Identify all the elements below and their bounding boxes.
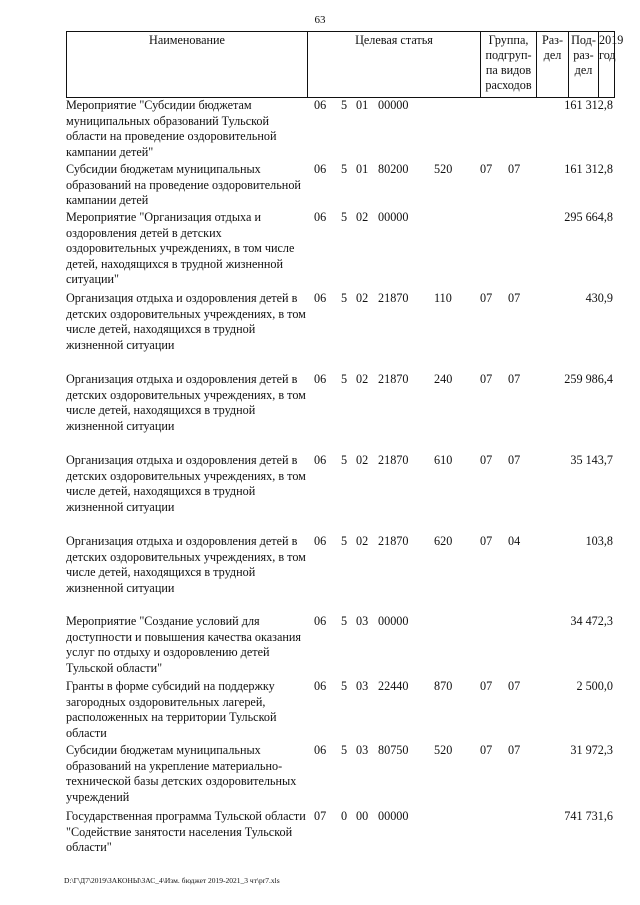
code-program: 07 (314, 809, 327, 823)
cell-name: Организация отдыха и оздоровления детей в детских оздоровительных учреждениях, в том числе детей, находящихся в трудной жизненной ситуации (66, 534, 306, 595)
code-subprogram: 5 (341, 743, 348, 757)
header-name: Наименование (67, 32, 308, 97)
code-program: 06 (314, 453, 327, 467)
code-direction: 21870 (378, 534, 409, 548)
code-event: 03 (356, 743, 369, 757)
code-program: 06 (314, 614, 327, 628)
table-header (66, 31, 624, 98)
cell-subsection: 07 (508, 162, 521, 176)
cell-name: Гранты в форме субсидий на поддержку загородных оздоровительных лагерей, расположенных на территории Тульской области (66, 679, 277, 740)
cell-expense-group: 520 (434, 743, 453, 757)
cell-amount: 259 986,4 (564, 372, 613, 386)
header-year: 2019 год (599, 33, 624, 62)
code-event: 00 (356, 809, 369, 823)
code-event: 02 (356, 210, 369, 224)
cell-subsection: 07 (508, 453, 521, 467)
code-program: 06 (314, 98, 327, 112)
cell-amount: 430,9 (585, 291, 613, 305)
cell-name: Мероприятие "Организация отдыха и оздоровления детей в детских оздоровительных учреждениях, в том числе детей, находящихся в трудной жизненной ситуации" (66, 210, 295, 287)
code-event: 02 (356, 534, 369, 548)
cell-section: 07 (480, 534, 493, 548)
cell-subsection: 07 (508, 679, 521, 693)
code-direction: 00000 (378, 809, 409, 823)
code-subprogram: 5 (341, 679, 348, 693)
code-subprogram: 0 (341, 809, 348, 823)
code-event: 01 (356, 98, 369, 112)
code-direction: 21870 (378, 291, 409, 305)
cell-name: Мероприятие "Создание условий для доступности и повышения качества оказания услуг по отдыху и оздоровлению детей Тульской области" (66, 614, 302, 675)
code-subprogram: 5 (341, 210, 348, 224)
page-number: 63 (314, 14, 326, 26)
cell-name: Субсидии бюджетам муниципальных образований на проведение оздоровительной кампании детей (66, 162, 301, 208)
code-subprogram: 5 (341, 372, 348, 386)
cell-name: Мероприятие "Субсидии бюджетам муниципальных образований Тульской области на проведение оздоровительной кампании детей" (66, 98, 277, 159)
code-direction: 80750 (378, 743, 409, 757)
cell-section: 07 (480, 372, 493, 386)
cell-expense-group: 870 (434, 679, 453, 693)
cell-subsection: 07 (508, 291, 521, 305)
code-event: 03 (356, 679, 369, 693)
code-direction: 21870 (378, 372, 409, 386)
cell-section: 07 (480, 162, 493, 176)
cell-amount: 103,8 (585, 534, 613, 548)
cell-amount: 34 472,3 (570, 614, 613, 628)
cell-expense-group: 520 (434, 162, 453, 176)
code-event: 02 (356, 453, 369, 467)
code-direction: 00000 (378, 98, 409, 112)
cell-amount: 161 312,8 (564, 98, 613, 112)
code-subprogram: 5 (341, 98, 348, 112)
cell-amount: 31 972,3 (570, 743, 613, 757)
cell-section: 07 (480, 743, 493, 757)
header-section: Раз-дел (537, 32, 569, 97)
code-program: 06 (314, 679, 327, 693)
code-event: 02 (356, 291, 369, 305)
code-program: 06 (314, 534, 327, 548)
code-direction: 00000 (378, 614, 409, 628)
cell-section: 07 (480, 453, 493, 467)
code-event: 01 (356, 162, 369, 176)
cell-name: Государственная программа Тульской области "Содействие занятости населения Тульской области" (66, 809, 306, 855)
code-event: 03 (356, 614, 369, 628)
cell-expense-group: 240 (434, 372, 453, 386)
header-expense-group: Группа, подгруп-па видов расходов (481, 32, 537, 97)
cell-subsection: 07 (508, 743, 521, 757)
code-subprogram: 5 (341, 162, 348, 176)
code-direction: 80200 (378, 162, 409, 176)
cell-subsection: 04 (508, 534, 521, 548)
cell-section: 07 (480, 291, 493, 305)
code-program: 06 (314, 743, 327, 757)
cell-name: Субсидии бюджетам муниципальных образований на укрепление материально-технической базы детских оздоровительных учреждений (66, 743, 297, 804)
code-subprogram: 5 (341, 614, 348, 628)
cell-subsection: 07 (508, 372, 521, 386)
code-subprogram: 5 (341, 453, 348, 467)
code-subprogram: 5 (341, 534, 348, 548)
cell-expense-group: 110 (434, 291, 452, 305)
cell-expense-group: 620 (434, 534, 453, 548)
header-subsection: Под-раз-дел (569, 32, 599, 97)
code-program: 06 (314, 372, 327, 386)
code-direction: 00000 (378, 210, 409, 224)
code-event: 02 (356, 372, 369, 386)
code-program: 06 (314, 210, 327, 224)
cell-expense-group: 610 (434, 453, 453, 467)
code-subprogram: 5 (341, 291, 348, 305)
header-target-article: Целевая статья (308, 32, 481, 97)
cell-amount: 161 312,8 (564, 162, 613, 176)
code-program: 06 (314, 162, 327, 176)
cell-amount: 35 143,7 (570, 453, 613, 467)
cell-name: Организация отдыха и оздоровления детей в детских оздоровительных учреждениях, в том числе детей, находящихся в трудной жизненной ситуации (66, 372, 306, 433)
cell-name: Организация отдыха и оздоровления детей в детских оздоровительных учреждениях, в том числе детей, находящихся в трудной жизненной ситуации (66, 453, 306, 514)
file-path-footer: D:\Г\Д7\2019\ЗАКОНЫ\ЗАС_4\Изм. бюджет 2019-2021_3 чт\pr7.xls (64, 876, 280, 885)
code-program: 06 (314, 291, 327, 305)
cell-amount: 741 731,6 (564, 809, 613, 823)
cell-amount: 295 664,8 (564, 210, 613, 224)
cell-name: Организация отдыха и оздоровления детей в детских оздоровительных учреждениях, в том числе детей, находящихся в трудной жизненной ситуации (66, 291, 306, 352)
cell-amount: 2 500,0 (576, 679, 613, 693)
code-direction: 21870 (378, 453, 409, 467)
code-direction: 22440 (378, 679, 409, 693)
cell-section: 07 (480, 679, 493, 693)
